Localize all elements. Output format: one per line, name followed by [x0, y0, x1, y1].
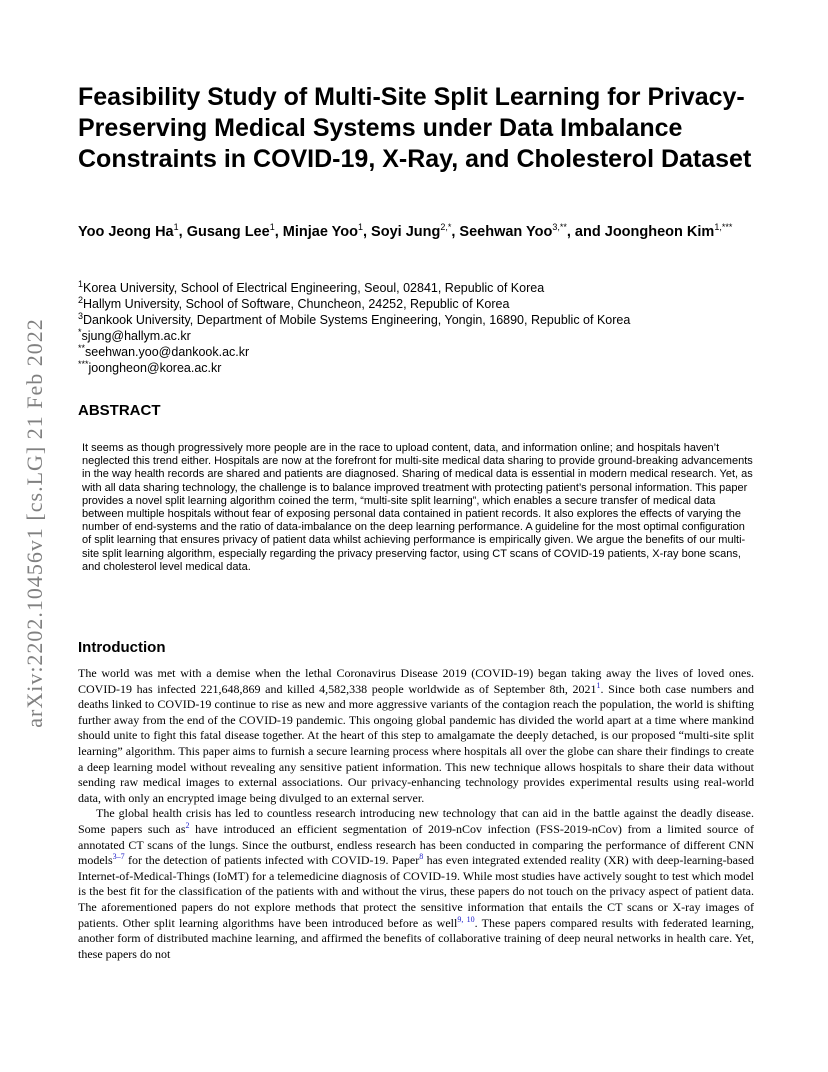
affiliation-line [78, 312, 758, 328]
author-affiliation-mark: 1 [357, 222, 363, 233]
affiliation-text: Dankook University, Department of Mobile Systems Engineering, Yongin, 16890, Republic of Korea [83, 313, 631, 327]
affiliation-text: Korea University, School of Electrical Engineering, Seoul, 02841, Republic of Korea [83, 281, 545, 295]
affiliation-list [78, 280, 758, 376]
citation-link: 3–7 [112, 852, 125, 862]
affiliation-line [78, 344, 758, 360]
affiliation-text: joongheon@korea.ac.kr [88, 361, 222, 375]
author-affiliation-mark: 1 [269, 222, 275, 233]
abstract-text: It seems as though progressively more people are in the race to upload content, data, and information online; and hospitals haven’t neglected this trend either. Hospitals are now at the forefront for multi-site medical data sharing to provide ground-breaking advancements in the way health records are shared and patients are diagnosed. Sharing of medical data is essential in modern medical research. Yet, as with all data sharing technology, the challenge is to balance improved treatment with protecting patient’s personal information. This paper provides a novel split learning algorithm coined the term, “multi-site split learning”, which enables a secure transfer of medical data between multiple hospitals without fear of exposing personal data contained in patient records. It also explores the effects of varying the number of end-systems and the ratio of data-imbalance on the deep learning performance. A guideline for the most optimal configuration of split learning that ensures privacy of patient data whilst achieving performance is empirically given. We argue the benefits of our multi-site split learning algorithm, especially regarding the privacy preserving factor, using CT scans of COVID-19 patients, X-ray bone scans, and cholesterol level medical data. [82, 442, 753, 573]
affiliation-mark: * [78, 326, 82, 337]
affiliation-text: sjung@hallym.ac.kr [81, 329, 191, 343]
author-name: Gusang Lee [186, 224, 270, 240]
abstract-heading: ABSTRACT [78, 402, 161, 419]
affiliation-mark: *** [78, 358, 89, 369]
citation-link: 8 [419, 852, 424, 862]
affiliation-line [78, 296, 758, 312]
affiliation-line [78, 328, 758, 344]
affiliation-line [78, 280, 758, 296]
body-paragraph: The world was met with a demise when the lethal Coronavirus Disease 2019 (COVID-19) began taking away the lives of loved ones. COVID-19 has infected 221,648,869 and killed 4,582,338 people worldwide as of September 8th, 2021$^1$. Since both case numbers and deaths linked to COVID-19 continue to rise as new and more aggressive variants of the contagion reach the population, the world is shifting further away from the end of the COVID-19 pandemic. This ongoing global pandemic has divided the world apart at a time where mankind should unite to fight this fatal disease together. At the heart of this step to amalgamate the deeply detached, is our proposed “multi-site split learning” algorithm. This paper aims to furnish a secure learning process where hospitals all over the globe can share their findings to create a deep learning model without revealing any sensitive patient information. This new technique allows hospitals to share their data without sending raw medical images to external associations. Our privacy-enhancing technology provides experimental results using real-world data, with only an encrypted image being divulged to an external server. [78, 666, 754, 805]
introduction-body [78, 666, 754, 962]
affiliation-line [78, 360, 758, 376]
author-affiliation-mark: 3,** [552, 222, 567, 233]
affiliation-mark: 1 [78, 278, 84, 289]
author-affiliation-mark: 1 [173, 222, 179, 233]
affiliation-text: Hallym University, School of Software, Chuncheon, 24252, Republic of Korea [83, 297, 510, 311]
author-affiliation-mark: 2,* [440, 222, 452, 233]
author-name: Soyi Jung [371, 224, 441, 240]
arxiv-identifier: arXiv:2202.10456v1 [cs.LG] 21 Feb 2022 [22, 318, 47, 728]
author-name: Joongheon Kim [604, 224, 715, 240]
author-name: Yoo Jeong Ha [78, 224, 174, 240]
affiliation-mark: 2 [78, 294, 84, 305]
affiliation-text: seehwan.yoo@dankook.ac.kr [85, 345, 250, 359]
author-name: Minjae Yoo [282, 224, 358, 240]
citation-link: 1 [596, 680, 601, 690]
introduction-heading: Introduction [78, 639, 166, 656]
citation-link: 9, 10 [457, 914, 475, 924]
body-paragraph: The global health crisis has led to countless research introducing new technology that can aid in the battle against the deadly disease. Some papers such as$^2$ have introduced an efficient segmentation of 2019-nCov infection (FSS-2019-nCov) from a limited source of annotated CT scans of the lungs. Since the outburst, endless research has been conducted in comparing the performance of different CNN models$^{3-7}$ for the detection of patients infected with COVID-19. Paper$^8$ has even integrated extended reality (XR) with deep-learning-based Internet-of-Medical-Things (IoMT) for a telemedicine diagnosis of COVID-19. While most studies have actively sought to test which model is the best fit for the classification of the patients with and without the virus, these papers do not touch on the privacy aspect of patient data. The aforementioned papers do not explore methods that protect the sensitive information that entails the CT scans or X-ray images of patients. Other split learning algorithms have been introduced before as well$^{9, 10}$. These papers compared results with federated learning, another form of distributed machine learning, and affirmed the benefits of collaborative training of deep neural networks in health care. Yet, these papers do not [78, 806, 754, 961]
author-list: Yoo Jeong Ha$^1$, Gusang Lee$^1$, Minjae Yoo$^1$, Soyi Jung$^{2,*}$, Seehwan Yoo$^{3,**}$, and Joongheon Kim$^{1,***}$ [78, 222, 733, 240]
author-affiliation-mark: 1,*** [714, 222, 733, 233]
affiliation-mark: 3 [78, 310, 84, 321]
author-name: Seehwan Yoo [459, 224, 553, 240]
paper-title: Feasibility Study of Multi-Site Split Learning for Privacy-Preserving Medical Systems under Data Imbalance Constraints in COVID-19, X-Ray, and Cholesterol Dataset [78, 83, 752, 173]
affiliation-mark: ** [78, 342, 86, 353]
citation-link: 2 [185, 820, 190, 830]
